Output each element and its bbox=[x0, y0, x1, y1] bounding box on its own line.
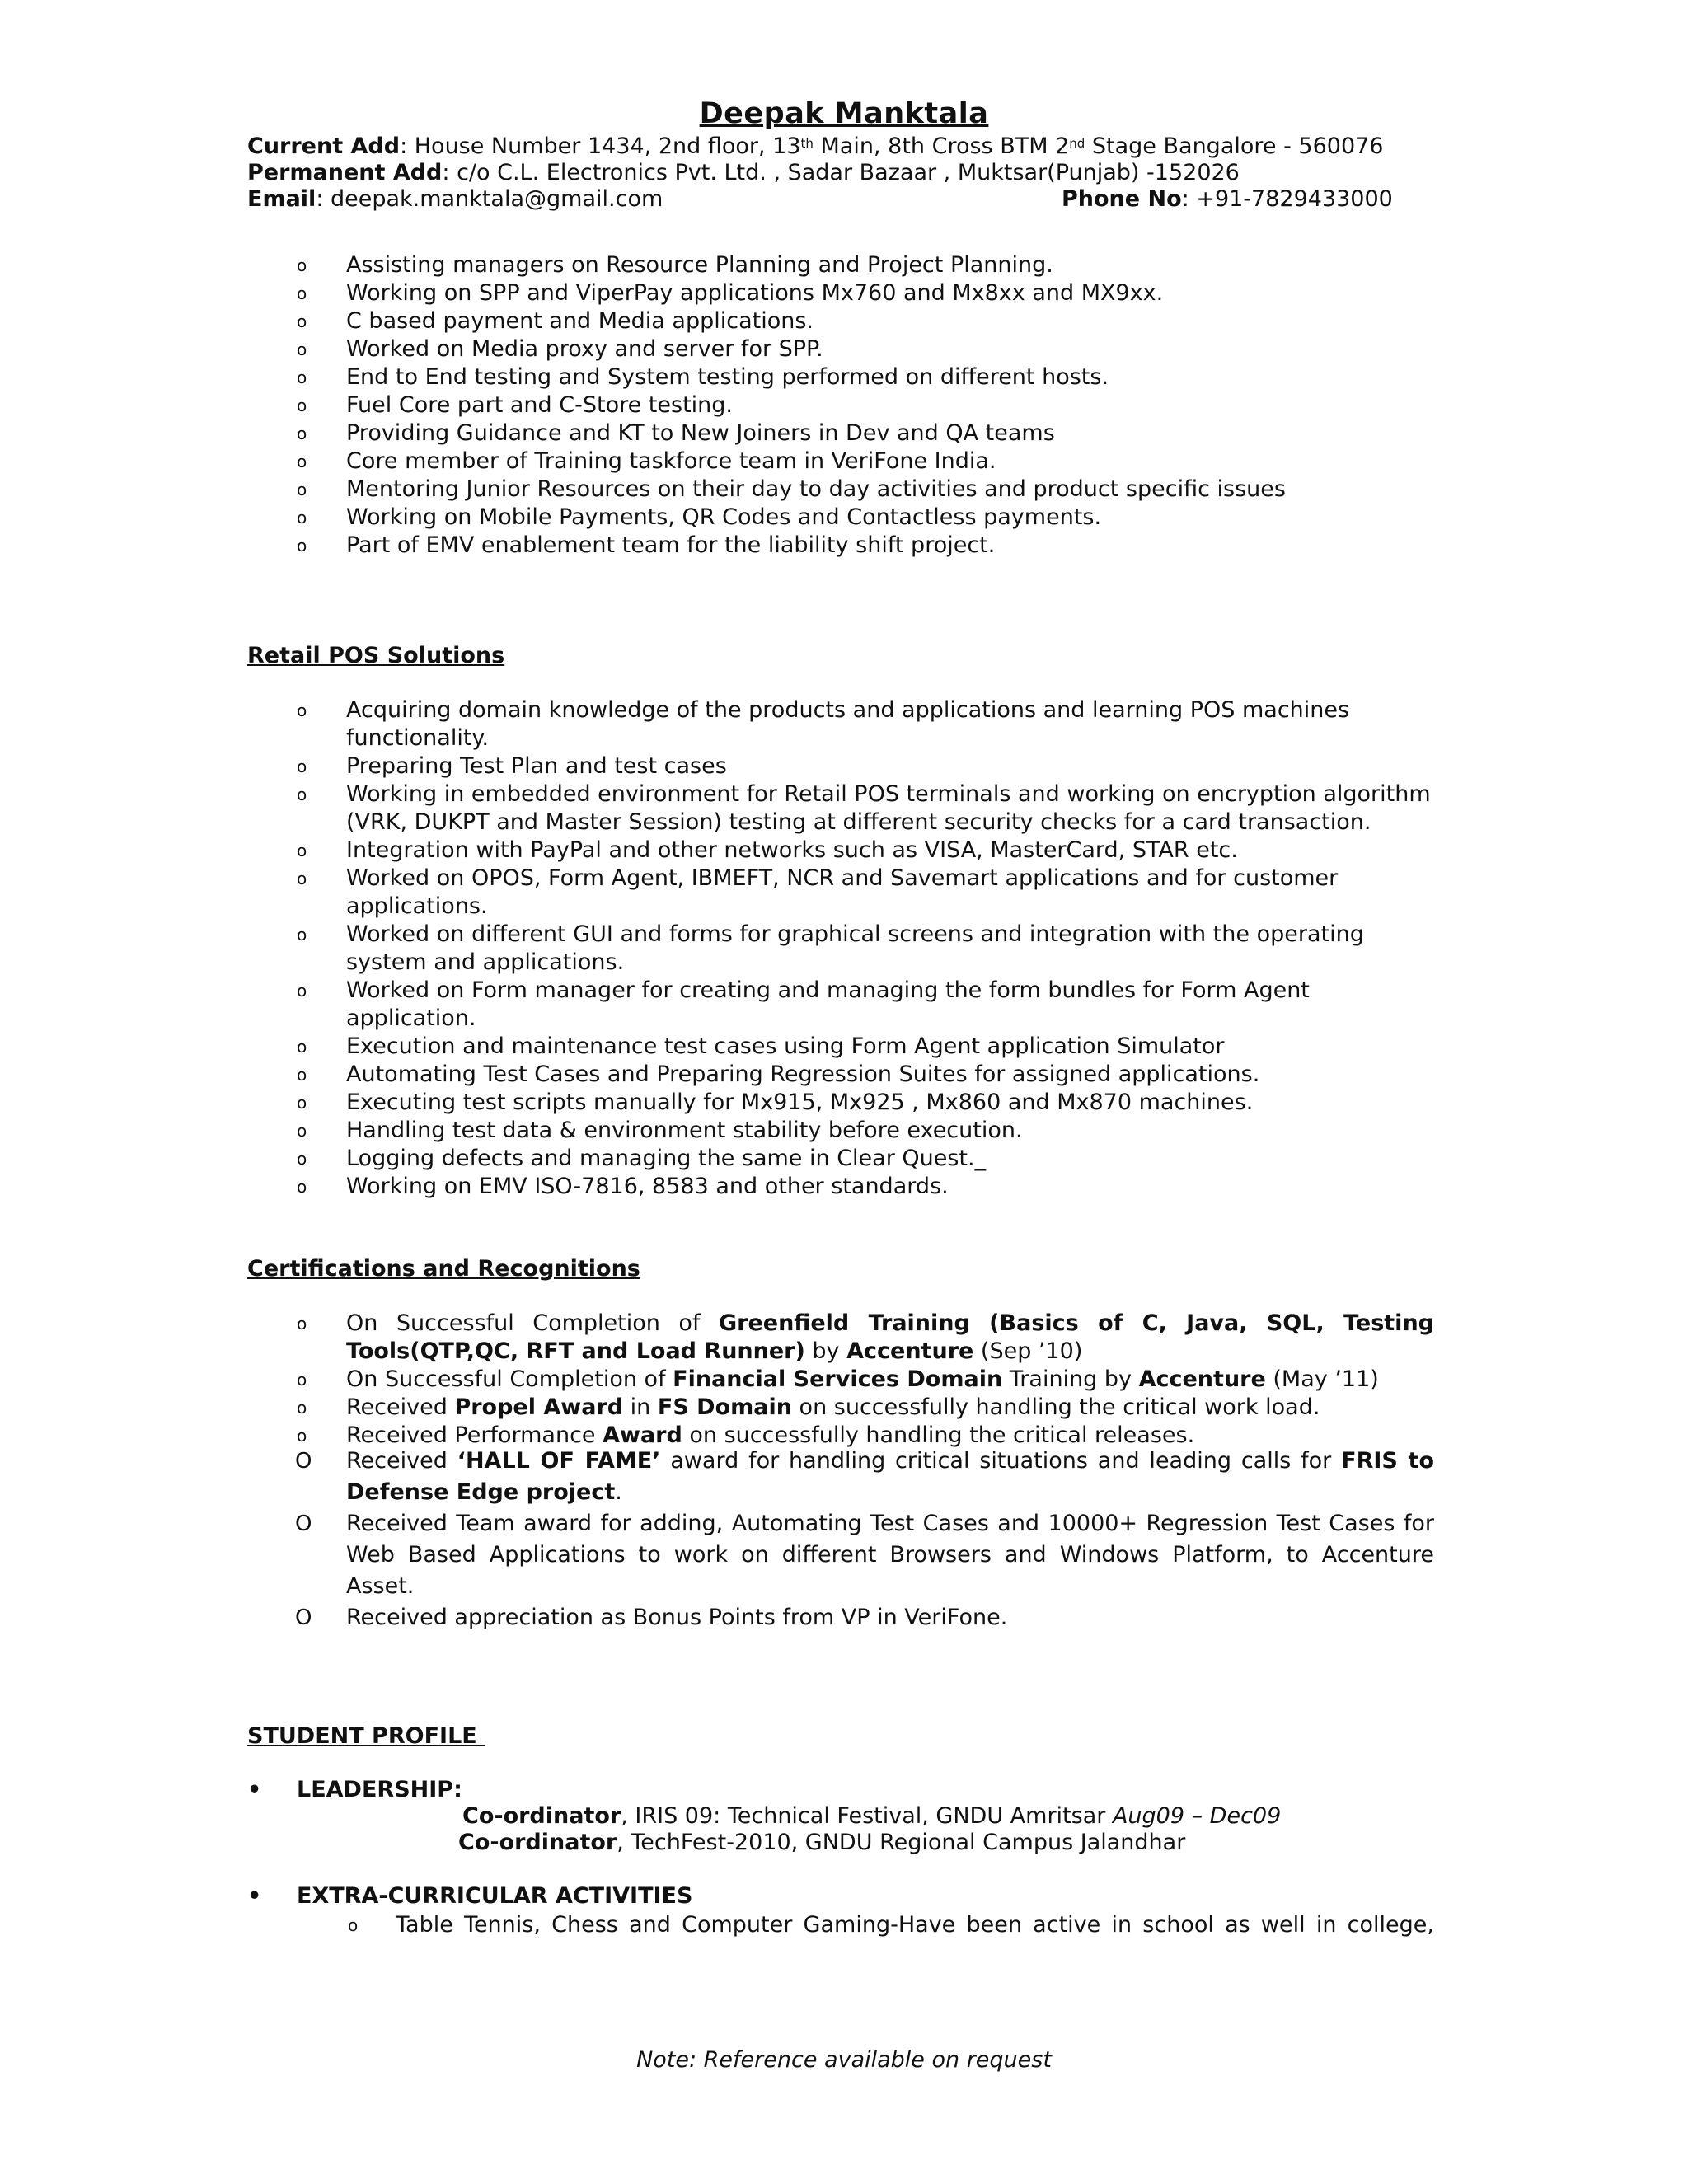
retail-heading: Retail POS Solutions bbox=[247, 643, 505, 668]
list-item: o Core member of Training taskforce team in VeriFone India. bbox=[297, 448, 996, 474]
list-item: o Table Tennis, Chess and Computer Gaming-Have been active in school as well in college, bbox=[348, 1912, 1434, 1938]
list-item: o Received Propel Award in FS Domain on successfully handling the critical work load. bbox=[297, 1394, 1320, 1420]
list-item: o Worked on Form manager for creating and managing the form bundles for Form Agent application. bbox=[297, 977, 1310, 1031]
list-item: o Execution and maintenance test cases using Form Agent application Simulator bbox=[297, 1033, 1225, 1059]
awards-list bbox=[247, 1446, 1434, 1633]
list-item: o Fuel Core part and C-Store testing. bbox=[297, 392, 733, 418]
list-item: o Preparing Test Plan and test cases bbox=[297, 753, 727, 779]
list-item: O Received appreciation as Bonus Points from VP in VeriFone. bbox=[295, 1605, 1008, 1630]
student-profile-heading: STUDENT PROFILE bbox=[247, 1723, 485, 1749]
list-item: o Mentoring Junior Resources on their day to day activities and product specific issues bbox=[297, 476, 1286, 502]
list-item: o Acquiring domain knowledge of the products and applications and learning POS machines functionality. bbox=[297, 697, 1350, 751]
extra-curricular-list bbox=[346, 1911, 1434, 1939]
list-item: o On Successful Completion of Financial Services Domain Training by Accenture (May ’11) bbox=[297, 1366, 1379, 1392]
responsibilities-list bbox=[247, 251, 1434, 560]
bullet-dot-icon: • bbox=[247, 1777, 262, 1802]
list-item: o Worked on different GUI and forms for graphical screens and integration with the operating system and applications. bbox=[297, 921, 1364, 975]
list-item: o Working in embedded environment for Retail POS terminals and working on encryption algorithm (VRK, DUKPT and Master Session) testing at different security checks for a card transaction. bbox=[297, 781, 1431, 835]
list-item: o Working on EMV ISO-7816, 8583 and other standards. bbox=[297, 1174, 949, 1199]
current-address-label: Current Add bbox=[247, 134, 401, 159]
reference-note: Note: Reference available on request bbox=[636, 2047, 1052, 2073]
list-item: o Worked on OPOS, Form Agent, IBMEFT, NCR and Savemart applications and for customer applications. bbox=[297, 865, 1339, 919]
candidate-name: Deepak Manktala bbox=[699, 97, 989, 130]
list-item: o Working on SPP and ViperPay applications Mx760 and Mx8xx and MX9xx. bbox=[297, 280, 1164, 306]
list-item: o Providing Guidance and KT to New Joiners in Dev and QA teams bbox=[297, 420, 1055, 446]
bullet-dot-icon: • bbox=[247, 1883, 262, 1909]
leadership-item: • LEADERSHIP: bbox=[247, 1777, 462, 1802]
current-address: Current Add: House Number 1434, 2nd floor, 13th Main, 8th Cross BTM 2nd Stage Bangalore - 560076 bbox=[247, 134, 1384, 159]
certifications-list bbox=[247, 1310, 1434, 1450]
list-item: o On Successful Completion of Greenfield Training (Basics of C, Java, SQL, Testing Tools(QTP,QC, RFT and Load Runner) by Accenture (Sep ’10) bbox=[297, 1310, 1434, 1364]
retail-list bbox=[247, 696, 1434, 1201]
list-item: o C based payment and Media applications. bbox=[297, 308, 814, 334]
list-item: o Working on Mobile Payments, QR Codes and Contactless payments. bbox=[297, 504, 1102, 530]
permanent-address-label: Permanent Add bbox=[247, 160, 443, 185]
extra-curricular-item: • EXTRA-CURRICULAR ACTIVITIES bbox=[247, 1883, 693, 1909]
list-item: o Received Performance Award on successfully handling the critical releases. bbox=[297, 1422, 1195, 1448]
permanent-address: Permanent Add: c/o C.L. Electronics Pvt. Ltd. , Sadar Bazaar , Muktsar(Punjab) -152026 bbox=[247, 160, 1240, 185]
list-item: o Worked on Media proxy and server for SPP. bbox=[297, 336, 823, 362]
list-item: O Received ‘HALL OF FAME’ award for handling critical situations and leading calls for FRIS to Defense Edge project. bbox=[295, 1448, 1434, 1505]
phone: Phone No: +91-7829433000 bbox=[1062, 186, 1393, 212]
list-item: o Handling test data & environment stability before execution. bbox=[297, 1118, 1023, 1143]
list-item: o End to End testing and System testing performed on different hosts. bbox=[297, 364, 1109, 390]
email-label: Email bbox=[247, 186, 316, 212]
certifications-heading: Certifications and Recognitions bbox=[247, 1256, 640, 1282]
list-item: o Part of EMV enablement team for the liability shift project. bbox=[297, 532, 996, 558]
list-item: o Automating Test Cases and Preparing Regression Suites for assigned applications. bbox=[297, 1062, 1260, 1087]
list-item: o Executing test scripts manually for Mx915, Mx925 , Mx860 and Mx870 machines. bbox=[297, 1090, 1254, 1115]
list-item: o Assisting managers on Resource Planning and Project Planning. bbox=[297, 252, 1053, 278]
list-item: o Logging defects and managing the same in Clear Quest._ bbox=[297, 1146, 987, 1171]
leadership-role: Co-ordinator, IRIS 09: Technical Festival, GNDU Amritsar Aug09 – Dec09 bbox=[462, 1803, 1282, 1829]
list-item: o Integration with PayPal and other networks such as VISA, MasterCard, STAR etc. bbox=[297, 837, 1238, 863]
email: Email: deepak.manktala@gmail.com bbox=[247, 186, 663, 212]
phone-label: Phone No bbox=[1062, 186, 1182, 212]
leadership-role: Co-ordinator, TechFest-2010, GNDU Regional Campus Jalandhar bbox=[458, 1830, 1186, 1855]
list-item: O Received Team award for adding, Automating Test Cases and 10000+ Regression Test Cases for Web Based Applications to work on different Browsers and Windows Platform, to Accenture Asset. bbox=[295, 1511, 1434, 1599]
